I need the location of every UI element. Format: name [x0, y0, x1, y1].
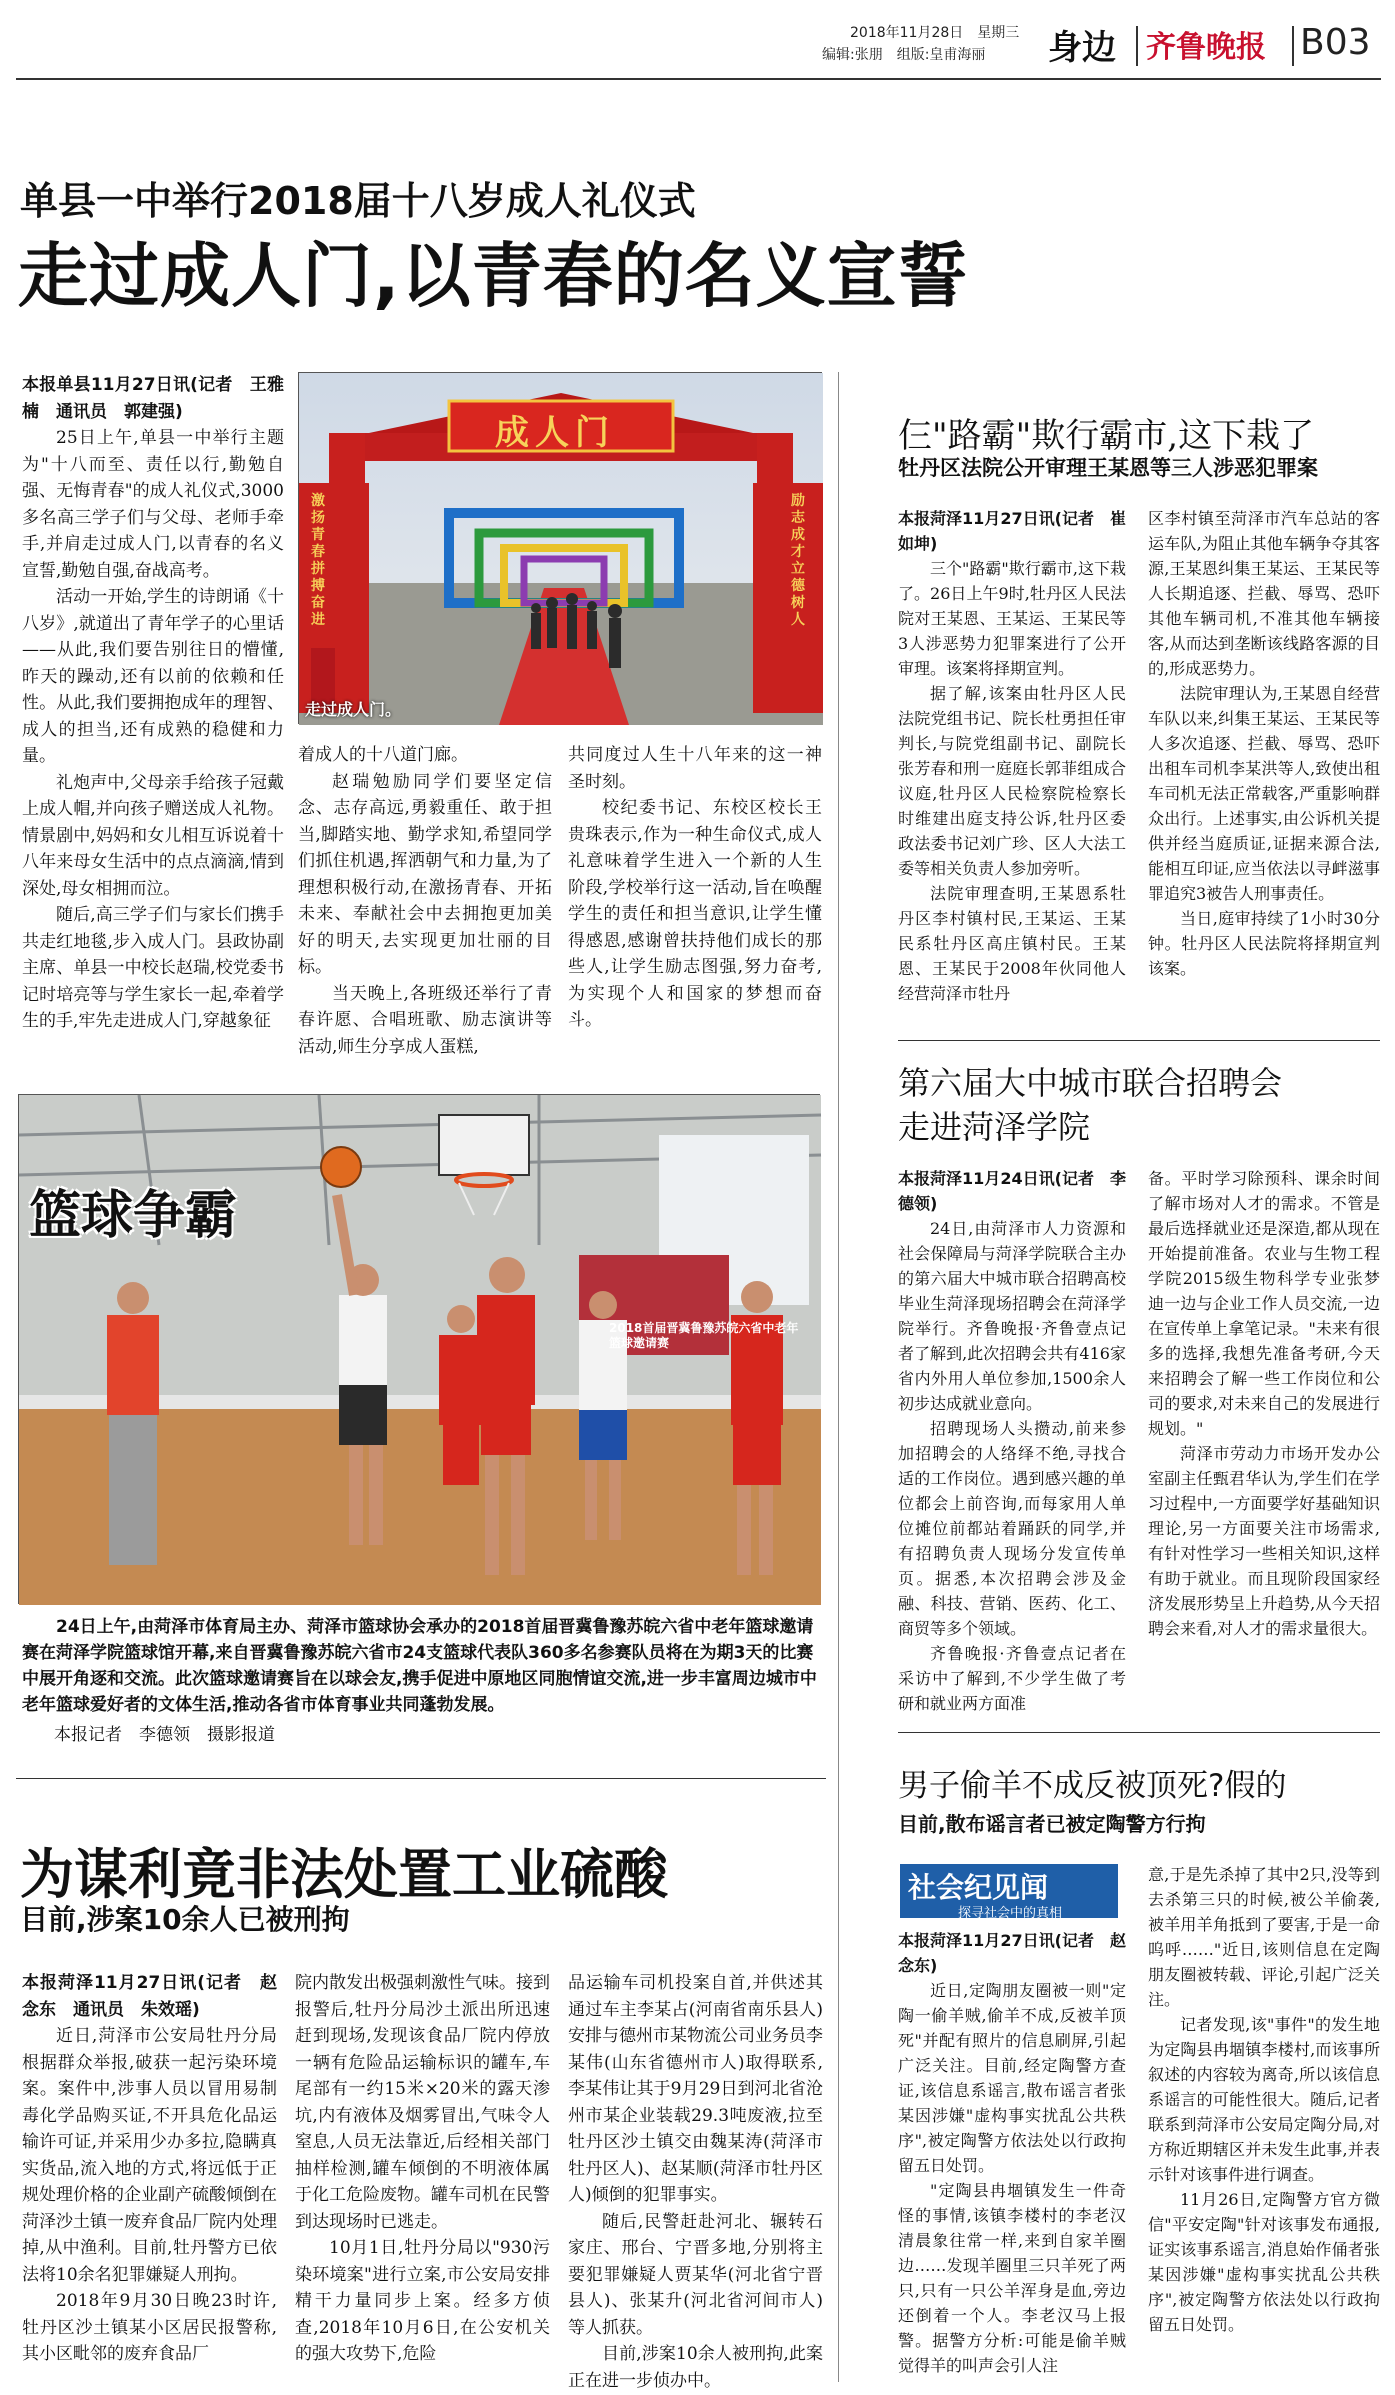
court-paragraph: 法院审理认为,王某恩自经营车队以来,纠集王某运、王某民等人多次追逐、拦截、辱骂、恐吓出租车司机李某洪等人,致使出租车司机无法正常载客,严重影响群众出行。上述事实,由公诉机关提供并经当庭质证,证据来源合法,能相互印证,应当依法以寻衅滋事罪追究3被告人刑事责任。: [1148, 684, 1380, 903]
lead-paragraph: 着成人的十八道门廊。: [298, 745, 468, 765]
gate-couplet-left: 激扬青春拼搏奋进: [311, 493, 325, 628]
lead-paragraph: 校纪委书记、东校区校长王贵珠表示,作为一种生命仪式,成人礼意味着学生进入一个新的人生阶段,学校举行这一活动,旨在唤醒学生的责任和担当意识,让学生懂得感恩,感谢曾扶持他们成长的那些人,让学生励志图强,努力奋考,为实现个人和国家的梦想而奋斗。: [568, 798, 822, 1030]
acid-top-rule: [16, 1778, 826, 1779]
sheep-byline: 本报菏泽11月27日讯(记者 赵念东): [898, 1931, 1126, 1975]
court-paragraph: 三个"路霸"欺行霸市,这下栽了。26日上午9时,牡丹区人民法院对王某恩、王某运、王某民等3人涉恶势力犯罪案进行了公开审理。该案将择期宣判。: [898, 559, 1126, 678]
acid-byline: 本报菏泽11月27日讯(记者 赵念东 通讯员 朱效瑶): [22, 1973, 277, 2020]
court-column-1: [898, 506, 1126, 1036]
section-name: 身边: [1048, 28, 1116, 68]
gate-sign-text: 成人门: [495, 413, 615, 453]
acid-paragraph: 院内散发出极强刺激性气味。接到报警后,牡丹分局沙土派出所迅速赶到现场,发现该食品厂院内停放一辆有危险品运输标识的罐车,车尾部有一约15米×20米的露天渗坑,内有液体及烟雾冒出,气味令人窒息,人员无法靠近,后经相关部门抽样检测,罐车倾倒的不明液体属于化工危险废物。罐车司机在民警到达现场时已逃走。: [295, 1973, 550, 2232]
header-rule: [16, 78, 1381, 80]
job-paragraph: 菏泽市劳动力市场开发办公室副主任甄君华认为,学生们在学习过程中,一方面要学好基础知识理论,另一方面要关注市场需求,有针对性学习一些相关知识,这样有助于就业。而且现阶段国家经济发展形势呈上升趋势,从今天招聘会来看,对人才的需求量很大。: [1148, 1444, 1380, 1638]
job-paragraph: 24日,由菏泽市人力资源和社会保障局与菏泽学院联合主办的第六届大中城市联合招聘高校毕业生菏泽现场招聘会在菏泽学院举行。齐鲁晚报·齐鲁壹点记者了解到,此次招聘会共有416家省内外用人单位参加,1500余人初步达成就业意向。: [898, 1219, 1126, 1413]
photo-caption: 走过成人门。: [305, 700, 402, 719]
acid-paragraph: 2018年9月30日晚23时许,牡丹区沙土镇某小区居民报警称,其小区毗邻的废弃食品厂: [22, 2291, 277, 2364]
column-logo-box: [898, 1862, 1120, 1920]
court-paragraph: 法院审理查明,王某恩系牡丹区李村镇村民,王某运、王某民系牡丹区高庄镇村民。王某恩、王某民于2008年伙同他人经营菏泽市牡丹: [898, 884, 1126, 1003]
sheep-paragraph: 意,于是先杀掉了其中2只,没等到去杀第三只的时候,被公羊偷袭,被羊用羊角抵到了要害,于是一命呜呼……"近日,该则信息在定陶朋友圈被转载、评论,引起广泛关注。: [1148, 1865, 1380, 2009]
sheep-headline: 男子偷羊不成反被顶死?假的: [898, 1768, 1287, 1804]
acid-paragraph: 随后,民警赶赴河北、辗转石家庄、邢台、宁晋多地,分别将主要犯罪嫌疑人贾某华(河北省宁晋县人)、张某升(河北省河间市人)等人抓获。: [568, 2211, 823, 2338]
acid-subheadline: 目前,涉案10余人已被刑拘: [20, 1903, 350, 1936]
sheep-column-2: [1148, 1862, 1380, 2388]
basketball-photo: [18, 1094, 820, 1604]
basketball-credit: 本报记者 李德领 摄影报道: [54, 1725, 275, 1745]
job-paragraph: 齐鲁晚报·齐鲁壹点记者在采访中了解到,不少学生做了考研和就业两方面准: [898, 1644, 1126, 1713]
job-byline: 本报菏泽11月24日讯(记者 李德领): [898, 1169, 1126, 1213]
job-paragraph: 招聘现场人头攒动,前来参加招聘会的人络绎不绝,寻找合适的工作岗位。遇到感兴趣的单位都会上前咨询,而每家用人单位摊位前都站着踊跃的同学,并有招聘负责人现场分发宣传单页。据悉,本次招聘会涉及金融、科技、营销、医药、化工、商贸等多个领域。: [898, 1419, 1126, 1638]
court-paragraph: 当日,庭审持续了1小时30分钟。牡丹区人民法院将择期宣判该案。: [1148, 909, 1380, 978]
newspaper-logo: 齐鲁晚报: [1146, 30, 1266, 65]
acid-paragraph: 品运输车司机投案自首,并供述其通过车主李某占(河南省南乐县人)安排与德州市某物流公司业务员李某伟(山东省德州市人)取得联系,李某伟让其于9月29日到河北省沧州市某企业装载29.3吨废液,拉至牡丹区沙土镇交由魏某涛(菏泽市牡丹区人)、赵某顺(菏泽市牡丹区人)倾倒的犯罪事实。: [568, 1973, 823, 2205]
lead-byline: 本报单县11月27日讯(记者 王雅楠 通讯员 郭建强): [22, 375, 284, 422]
editor-credit: 编辑:张朋 组版:皇甫海丽: [822, 47, 986, 63]
issue-date: 2018年11月28日 星期三: [850, 25, 1020, 41]
column-logo-title: 社会纪见闻: [908, 1871, 1049, 1904]
acid-headline: 为谋利竟非法处置工业硫酸: [20, 1843, 668, 1906]
sheep-top-rule: [898, 1732, 1380, 1733]
court-headline: 仨"路霸"欺行霸市,这下栽了: [898, 416, 1315, 456]
lead-column-2: [298, 742, 552, 1057]
sheep-paragraph: "定陶县冉堌镇发生一件奇怪的事情,该镇李楼村的李老汉清晨象往常一样,来到自家羊圈边……发现羊圈里三只羊死了两只,只有一只公羊浑身是血,旁边还倒着一个人。李老汉马上报警。据警方分析:可能是偷羊贼觉得羊的叫声会引人注: [898, 2181, 1126, 2375]
job-column-2: [1148, 1166, 1380, 1706]
acid-paragraph: 近日,菏泽市公安局牡丹分局根据群众举报,破获一起污染环境案。案件中,涉事人员以冒用易制毒化学品购买证,不开具危化品运输许可证,并采用少办多拉,隐瞒真实货品,流入地的方式,将远低于正规处理价格的企业副产硫酸倾倒在菏泽沙土镇一废弃食品厂院内处理掉,从中渔利。目前,牡丹警方已依法将10余名犯罪嫌疑人刑拘。: [22, 2026, 277, 2285]
lead-paragraph: 当天晚上,各班级还举行了青春许愿、合唱班歌、励志演讲等活动,师生分享成人蛋糕,: [298, 983, 552, 1057]
coming-of-age-gate-photo: [298, 372, 822, 724]
acid-column-3: [568, 1970, 823, 2390]
lead-column-3: [568, 742, 822, 1030]
header-divider: [1136, 26, 1138, 66]
court-subheadline: 牡丹区法院公开审理王某恩等三人涉恶犯罪案: [898, 456, 1318, 480]
sheep-paragraph: 记者发现,该"事件"的发生地为定陶县冉堌镇李楼村,而该事所叙述的内容较为离奇,所以该信息系谣言的可能性很大。随后,记者联系到菏泽市公安局定陶分局,对方称近期辖区并未发生此事,并表示针对该事件进行调查。: [1148, 2015, 1380, 2184]
job-headline-line-1: 第六届大中城市联合招聘会: [898, 1064, 1283, 1102]
job-headline-line-2: 走进菏泽学院: [898, 1108, 1091, 1146]
header-divider-2: [1292, 26, 1294, 66]
lead-headline: 走过成人门,以青春的名义宣誓: [18, 235, 969, 317]
court-column-2: [1148, 506, 1380, 1036]
job-column-1: [898, 1166, 1126, 1713]
court-paragraph: 据了解,该案由牡丹区人民法院党组书记、院长杜勇担任审判长,与院党组副书记、副院长张芳春和刑一庭庭长郭菲组成合议庭,牡丹区人民检察院检察长时维建出庭支持公诉,牡丹区委政法委书记刘广珍、区人大法工委等相关负责人参加旁听。: [898, 684, 1126, 878]
court-paragraph: 区李村镇至菏泽市汽车总站的客运车队,为阻止其他车辆争夺其客源,王某恩纠集王某运、王某民等人长期追逐、拦截、辱骂、恐吓其他车辆司机,不准其他车辆接客,从而达到垄断该线路客源的目的,形成恶势力。: [1148, 509, 1380, 678]
acid-paragraph: 目前,涉案10余人被刑拘,此案正在进一步侦办中。: [568, 2344, 823, 2391]
sheep-column-1: [898, 1928, 1126, 2388]
basketball-overlay-title: 篮球争霸: [29, 1186, 238, 1246]
lead-column-1: [22, 372, 284, 1031]
gate-couplet-right: 励志成才立德树人: [791, 493, 805, 628]
sheep-paragraph: 11月26日,定陶警方官方微信"平安定陶"针对该事发布通报,证实该事系谣言,消息始作俑者张某因涉嫌"虚构事实扰乱公共秩序",被定陶警方依法处以行政拘留五日处罚。: [1148, 2190, 1380, 2334]
lead-paragraph: 礼炮声中,父母亲手给孩子冠戴上成人帽,并向孩子赠送成人礼物。情景剧中,妈妈和女儿相互诉说着十八年来母女生活中的点点滴滴,情到深处,母女相拥而泣。: [22, 772, 284, 899]
lead-paragraph: 活动一开始,学生的诗朗诵《十八岁》,就道出了青年学子的心里话——从此,我们要告别往日的懵懂,昨天的躁动,还有以前的依赖和任性。从此,我们要拥抱成年的理智、成人的担当,还有成熟的稳健和力量。: [22, 587, 284, 766]
lead-paragraph: 25日上午,单县一中举行主题为"十八而至、责任以行,勤勉自强、无悔青春"的成人礼仪式,3000多名高三学子们与父母、老师手牵手,并肩走过成人门,以青春的名义宣誓,勤勉自强,奋战高考。: [22, 428, 284, 581]
acid-column-1: [22, 1970, 277, 2390]
lead-paragraph: 随后,高三学子们与家长们携手共走红地毯,步入成人门。县政协副主席、单县一中校长赵瑞,校党委书记时培亮等与学生家长一起,牵着学生的手,牢先走进成人门,穿越象征: [22, 905, 284, 1031]
column-logo-sub: 探寻社会中的真相: [958, 1906, 1063, 1921]
lead-paragraph: 共同度过人生十八年来的这一神圣时刻。: [568, 745, 822, 792]
lead-paragraph: 赵瑞勉励同学们要坚定信念、志存高远,勇毅重任、敢于担当,脚踏实地、勤学求知,希望同学们抓住机遇,挥洒朝气和力量,为了理想积极行动,在激扬青春、开拓未来、奉献社会中去拥抱更加美好的明天,去实现更加壮丽的目标。: [298, 771, 552, 977]
sheep-paragraph: 近日,定陶朋友圈被一则"定陶一偷羊贼,偷羊不成,反被羊顶死"并配有照片的信息刷屏,引起广泛关注。目前,经定陶警方查证,该信息系谣言,散布谣言者张某因涉嫌"虚构事实扰乱公共秩序",被定陶警方依法处以行政拘留五日处罚。: [898, 1981, 1126, 2175]
arena-banner: 2018首届晋冀鲁豫苏皖六省中老年篮球邀请赛: [609, 1321, 799, 1350]
column-divider: [838, 372, 839, 2382]
acid-column-2: [295, 1970, 550, 2390]
basketball-caption: 24日上午,由菏泽市体育局主办、菏泽市篮球协会承办的2018首届晋冀鲁豫苏皖六省中老年篮球邀请赛在菏泽学院篮球馆开幕,来自晋冀鲁豫苏皖六省市24支篮球代表队360多名参赛队员将在为期3天的比赛中展开角逐和交流。此次篮球邀请赛旨在以球会友,携手促进中原地区同胞情谊交流,进一步丰富周边城市中老年篮球爱好者的文体生活,推动各省市体育事业共同蓬勃发展。: [22, 1617, 817, 1715]
lead-kicker: 单县一中举行2018届十八岁成人礼仪式: [20, 179, 696, 223]
acid-paragraph: 10月1日,牡丹分局以"930污染环境案"进行立案,市公安局安排精干力量同步上案。经多方侦查,2018年10月6日,在公安机关的强大攻势下,危险: [295, 2238, 550, 2364]
sheep-subheadline: 目前,散布谣言者已被定陶警方行拘: [898, 1812, 1206, 1836]
job-top-rule: [898, 1040, 1380, 1041]
page-number: B03: [1300, 22, 1371, 63]
court-byline: 本报菏泽11月27日讯(记者 崔如坤): [898, 509, 1126, 553]
job-paragraph: 备。平时学习除预科、课余时间了解市场对人才的需求。不管是最后选择就业还是深造,都从现在开始提前准备。农业与生物工程学院2015级生物科学专业张梦迪一边与企业工作人员交流,一边在宣传单上拿笔记录。"未来有很多的选择,我想先准备考研,今天来招聘会了解一些工作岗位和公司的要求,对未来自己的发展进行规划。": [1148, 1169, 1380, 1438]
